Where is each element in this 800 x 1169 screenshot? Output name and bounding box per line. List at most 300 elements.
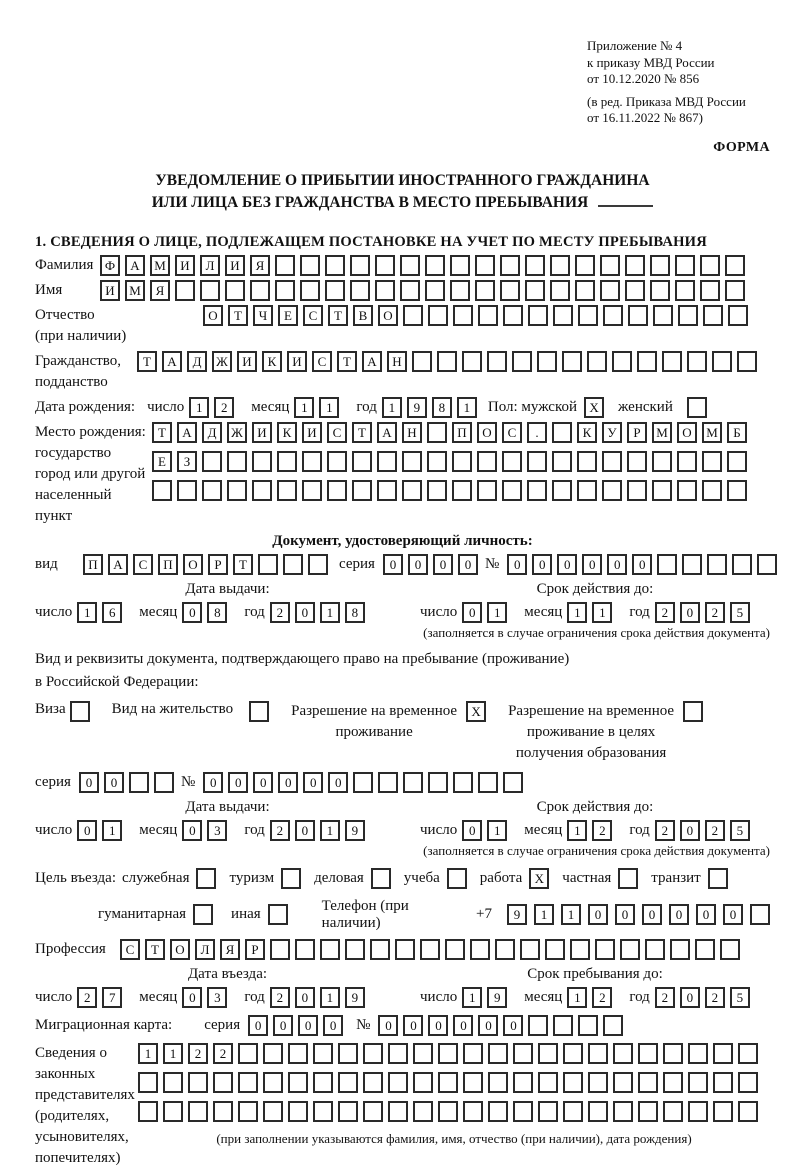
cell[interactable] [138,1101,158,1122]
purpose-tourism-checkbox[interactable] [281,868,301,889]
cell[interactable]: 0 [295,602,315,623]
cell[interactable]: 1 [163,1043,183,1064]
cell[interactable]: 1 [487,602,507,623]
cell[interactable]: 0 [328,772,348,793]
cell[interactable]: 2 [270,820,290,841]
cell[interactable] [670,939,690,960]
cell[interactable]: 1 [77,602,97,623]
cell[interactable] [313,1072,333,1093]
cell[interactable]: А [125,255,145,276]
cell[interactable] [227,451,247,472]
cell[interactable] [675,280,695,301]
cell[interactable]: 9 [407,397,427,418]
cell[interactable]: Р [627,422,647,443]
cell[interactable] [650,255,670,276]
cell[interactable] [688,1072,708,1093]
cell[interactable]: 0 [295,987,315,1008]
cell[interactable]: Д [202,422,222,443]
cell[interactable] [452,480,472,501]
cell[interactable] [587,351,607,372]
cell[interactable]: 0 [303,772,323,793]
cell[interactable]: 1 [487,820,507,841]
cell[interactable]: Я [220,939,240,960]
cell[interactable] [713,1043,733,1064]
cell[interactable] [552,451,572,472]
cell[interactable] [378,772,398,793]
cell[interactable]: К [262,351,282,372]
cell[interactable] [613,1072,633,1093]
cell[interactable] [327,451,347,472]
cell[interactable]: О [677,422,697,443]
cell[interactable]: И [237,351,257,372]
cell[interactable]: М [150,255,170,276]
cell[interactable] [377,480,397,501]
cell[interactable] [750,904,770,925]
cell[interactable]: К [577,422,597,443]
cell[interactable]: 0 [607,554,627,575]
cell[interactable] [388,1043,408,1064]
cell[interactable] [675,255,695,276]
cell[interactable] [363,1101,383,1122]
cell[interactable] [445,939,465,960]
cell[interactable] [463,1043,483,1064]
cell[interactable]: Т [228,305,248,326]
cell[interactable] [129,772,149,793]
cell[interactable]: И [225,255,245,276]
purpose-official-checkbox[interactable] [196,868,216,889]
cell[interactable] [200,280,220,301]
cell[interactable] [308,554,328,575]
cell[interactable]: 2 [705,820,725,841]
cell[interactable]: 5 [730,602,750,623]
cell[interactable]: М [702,422,722,443]
cell[interactable]: 2 [214,397,234,418]
cell[interactable] [263,1101,283,1122]
cell[interactable]: З [177,451,197,472]
cell[interactable] [588,1043,608,1064]
cell[interactable]: Д [187,351,207,372]
cell[interactable] [163,1072,183,1093]
cell[interactable] [263,1072,283,1093]
cell[interactable]: 0 [295,820,315,841]
cell[interactable] [503,772,523,793]
cell[interactable]: 0 [182,820,202,841]
cell[interactable] [350,255,370,276]
cell[interactable] [402,480,422,501]
cell[interactable] [375,255,395,276]
cell[interactable] [550,255,570,276]
cell[interactable] [613,1043,633,1064]
cell[interactable] [475,280,495,301]
cell[interactable] [227,480,247,501]
cell[interactable]: Ж [212,351,232,372]
cell[interactable] [703,305,723,326]
cell[interactable]: 1 [592,602,612,623]
cell[interactable]: 2 [270,987,290,1008]
cell[interactable] [438,1043,458,1064]
purpose-work-checkbox[interactable]: X [529,868,549,889]
cell[interactable] [737,351,757,372]
cell[interactable] [400,280,420,301]
cell[interactable] [720,939,740,960]
cell[interactable]: П [158,554,178,575]
cell[interactable]: 2 [655,602,675,623]
cell[interactable] [603,305,623,326]
cell[interactable] [513,1043,533,1064]
cell[interactable] [238,1072,258,1093]
cell[interactable]: 0 [403,1015,423,1036]
cell[interactable]: Е [152,451,172,472]
cell[interactable]: 1 [561,904,581,925]
cell[interactable] [188,1101,208,1122]
cell[interactable] [625,255,645,276]
cell[interactable]: 5 [730,987,750,1008]
cell[interactable]: А [177,422,197,443]
cell[interactable] [438,1101,458,1122]
cell[interactable] [477,480,497,501]
cell[interactable] [138,1072,158,1093]
cell[interactable]: Л [195,939,215,960]
cell[interactable] [528,305,548,326]
cell[interactable]: С [120,939,140,960]
cell[interactable] [757,554,777,575]
cell[interactable]: 8 [345,602,365,623]
sex-female-checkbox[interactable] [687,397,707,418]
cell[interactable]: 3 [207,820,227,841]
cell[interactable]: П [452,422,472,443]
cell[interactable]: 2 [655,987,675,1008]
cell[interactable] [562,351,582,372]
cell[interactable]: 7 [102,987,122,1008]
cell[interactable] [700,255,720,276]
cell[interactable] [575,280,595,301]
cell[interactable] [563,1043,583,1064]
cell[interactable]: 2 [213,1043,233,1064]
cell[interactable] [500,255,520,276]
cell[interactable] [550,280,570,301]
cell[interactable] [320,939,340,960]
cell[interactable]: 0 [228,772,248,793]
cell[interactable]: 1 [457,397,477,418]
cell[interactable] [277,451,297,472]
cell[interactable] [502,451,522,472]
cell[interactable] [175,280,195,301]
cell[interactable] [528,1015,548,1036]
cell[interactable] [538,1101,558,1122]
cell[interactable] [488,1101,508,1122]
cell[interactable]: 0 [696,904,716,925]
cell[interactable] [177,480,197,501]
cell[interactable]: 0 [669,904,689,925]
cell[interactable]: 0 [615,904,635,925]
cell[interactable] [520,939,540,960]
cell[interactable] [403,305,423,326]
cell[interactable] [625,280,645,301]
purpose-transit-checkbox[interactable] [708,868,728,889]
cell[interactable]: 0 [428,1015,448,1036]
cell[interactable] [725,255,745,276]
cell[interactable] [513,1072,533,1093]
cell[interactable] [588,1101,608,1122]
purpose-private-checkbox[interactable] [618,868,638,889]
cell[interactable] [700,280,720,301]
cell[interactable]: 0 [458,554,478,575]
cell[interactable]: И [302,422,322,443]
cell[interactable] [677,480,697,501]
cell[interactable] [588,1072,608,1093]
cell[interactable] [527,480,547,501]
cell[interactable]: 2 [705,602,725,623]
cell[interactable] [427,480,447,501]
cell[interactable]: 0 [253,772,273,793]
cell[interactable]: 0 [182,602,202,623]
cell[interactable] [577,480,597,501]
cell[interactable]: С [303,305,323,326]
cell[interactable]: 0 [462,602,482,623]
cell[interactable] [638,1072,658,1093]
visa-checkbox[interactable] [70,701,90,722]
cell[interactable]: 2 [77,987,97,1008]
cell[interactable] [602,451,622,472]
cell[interactable] [657,554,677,575]
cell[interactable] [403,772,423,793]
cell[interactable] [363,1043,383,1064]
cell[interactable] [563,1101,583,1122]
cell[interactable] [728,305,748,326]
cell[interactable]: 1 [462,987,482,1008]
cell[interactable] [487,351,507,372]
cell[interactable] [213,1101,233,1122]
cell[interactable] [238,1043,258,1064]
cell[interactable]: 1 [294,397,314,418]
cell[interactable]: 5 [730,820,750,841]
cell[interactable]: 2 [592,987,612,1008]
cell[interactable]: О [183,554,203,575]
purpose-business-checkbox[interactable] [371,868,391,889]
cell[interactable]: 2 [270,602,290,623]
cell[interactable]: О [477,422,497,443]
cell[interactable] [288,1101,308,1122]
cell[interactable] [663,1072,683,1093]
cell[interactable]: 1 [320,820,340,841]
cell[interactable] [288,1043,308,1064]
cell[interactable] [713,1101,733,1122]
cell[interactable]: 1 [567,820,587,841]
cell[interactable] [270,939,290,960]
cell[interactable]: Р [245,939,265,960]
temp-residence-checkbox[interactable]: X [466,701,486,722]
cell[interactable] [645,939,665,960]
cell[interactable] [154,772,174,793]
cell[interactable]: 2 [705,987,725,1008]
cell[interactable] [388,1101,408,1122]
cell[interactable]: . [527,422,547,443]
cell[interactable]: 0 [478,1015,498,1036]
cell[interactable]: К [277,422,297,443]
cell[interactable] [202,451,222,472]
cell[interactable]: В [353,305,373,326]
cell[interactable] [462,351,482,372]
cell[interactable] [727,451,747,472]
cell[interactable]: Н [402,422,422,443]
purpose-study-checkbox[interactable] [447,868,467,889]
cell[interactable] [652,451,672,472]
cell[interactable] [288,1072,308,1093]
cell[interactable]: С [502,422,522,443]
cell[interactable] [662,351,682,372]
cell[interactable]: 1 [320,987,340,1008]
cell[interactable] [650,280,670,301]
cell[interactable]: 0 [79,772,99,793]
cell[interactable]: 0 [680,820,700,841]
cell[interactable] [627,451,647,472]
cell[interactable]: 1 [189,397,209,418]
cell[interactable] [345,939,365,960]
cell[interactable] [353,772,373,793]
cell[interactable]: Т [328,305,348,326]
cell[interactable] [438,1072,458,1093]
cell[interactable]: Т [352,422,372,443]
cell[interactable] [283,554,303,575]
cell[interactable]: 0 [278,772,298,793]
cell[interactable] [688,1043,708,1064]
cell[interactable]: 0 [462,820,482,841]
cell[interactable]: 0 [203,772,223,793]
cell[interactable]: Л [200,255,220,276]
cell[interactable] [525,255,545,276]
cell[interactable] [412,351,432,372]
cell[interactable] [313,1043,333,1064]
cell[interactable]: 2 [188,1043,208,1064]
cell[interactable] [578,305,598,326]
cell[interactable] [525,280,545,301]
cell[interactable]: 0 [453,1015,473,1036]
cell[interactable] [275,280,295,301]
cell[interactable] [620,939,640,960]
cell[interactable]: 0 [273,1015,293,1036]
cell[interactable] [707,554,727,575]
cell[interactable] [413,1043,433,1064]
cell[interactable]: Н [387,351,407,372]
cell[interactable]: 1 [102,820,122,841]
cell[interactable]: О [203,305,223,326]
cell[interactable]: Т [233,554,253,575]
cell[interactable] [638,1043,658,1064]
cell[interactable] [302,480,322,501]
cell[interactable] [695,939,715,960]
cell[interactable] [427,422,447,443]
cell[interactable] [375,280,395,301]
cell[interactable] [600,255,620,276]
cell[interactable] [563,1072,583,1093]
cell[interactable] [388,1072,408,1093]
cell[interactable]: 0 [680,602,700,623]
cell[interactable]: 3 [207,987,227,1008]
cell[interactable] [712,351,732,372]
cell[interactable]: И [252,422,272,443]
cell[interactable] [538,1072,558,1093]
cell[interactable]: Ч [253,305,273,326]
cell[interactable]: М [652,422,672,443]
cell[interactable] [500,280,520,301]
cell[interactable]: П [83,554,103,575]
cell[interactable] [250,280,270,301]
cell[interactable] [488,1072,508,1093]
cell[interactable] [338,1043,358,1064]
cell[interactable] [732,554,752,575]
cell[interactable] [553,1015,573,1036]
cell[interactable]: Р [208,554,228,575]
cell[interactable]: 0 [680,987,700,1008]
cell[interactable]: А [362,351,382,372]
cell[interactable] [478,305,498,326]
cell[interactable] [453,772,473,793]
cell[interactable]: 2 [655,820,675,841]
cell[interactable] [552,480,572,501]
cell[interactable] [350,280,370,301]
cell[interactable] [553,305,573,326]
cell[interactable] [413,1101,433,1122]
cell[interactable] [512,351,532,372]
cell[interactable] [352,451,372,472]
cell[interactable] [363,1072,383,1093]
cell[interactable] [495,939,515,960]
cell[interactable] [327,480,347,501]
cell[interactable] [450,280,470,301]
cell[interactable]: М [125,280,145,301]
cell[interactable]: Ж [227,422,247,443]
cell[interactable]: О [170,939,190,960]
cell[interactable] [428,305,448,326]
cell[interactable]: Е [278,305,298,326]
cell[interactable] [275,255,295,276]
cell[interactable] [602,480,622,501]
cell[interactable] [570,939,590,960]
cell[interactable] [738,1043,758,1064]
cell[interactable]: 1 [320,602,340,623]
cell[interactable] [338,1072,358,1093]
cell[interactable]: Т [145,939,165,960]
cell[interactable] [613,1101,633,1122]
cell[interactable] [452,451,472,472]
cell[interactable] [475,255,495,276]
cell[interactable] [313,1101,333,1122]
cell[interactable] [713,1072,733,1093]
cell[interactable]: 6 [102,602,122,623]
cell[interactable]: А [162,351,182,372]
cell[interactable] [213,1072,233,1093]
cell[interactable] [263,1043,283,1064]
cell[interactable] [325,280,345,301]
cell[interactable] [338,1101,358,1122]
cell[interactable] [188,1072,208,1093]
cell[interactable]: 0 [182,987,202,1008]
cell[interactable]: 9 [487,987,507,1008]
cell[interactable] [628,305,648,326]
cell[interactable] [428,772,448,793]
cell[interactable]: 0 [104,772,124,793]
cell[interactable] [395,939,415,960]
edu-residence-checkbox[interactable] [683,701,703,722]
cell[interactable] [202,480,222,501]
cell[interactable]: 9 [507,904,527,925]
cell[interactable] [277,480,297,501]
cell[interactable] [238,1101,258,1122]
cell[interactable] [325,255,345,276]
cell[interactable] [527,451,547,472]
cell[interactable]: 0 [77,820,97,841]
cell[interactable]: 1 [138,1043,158,1064]
